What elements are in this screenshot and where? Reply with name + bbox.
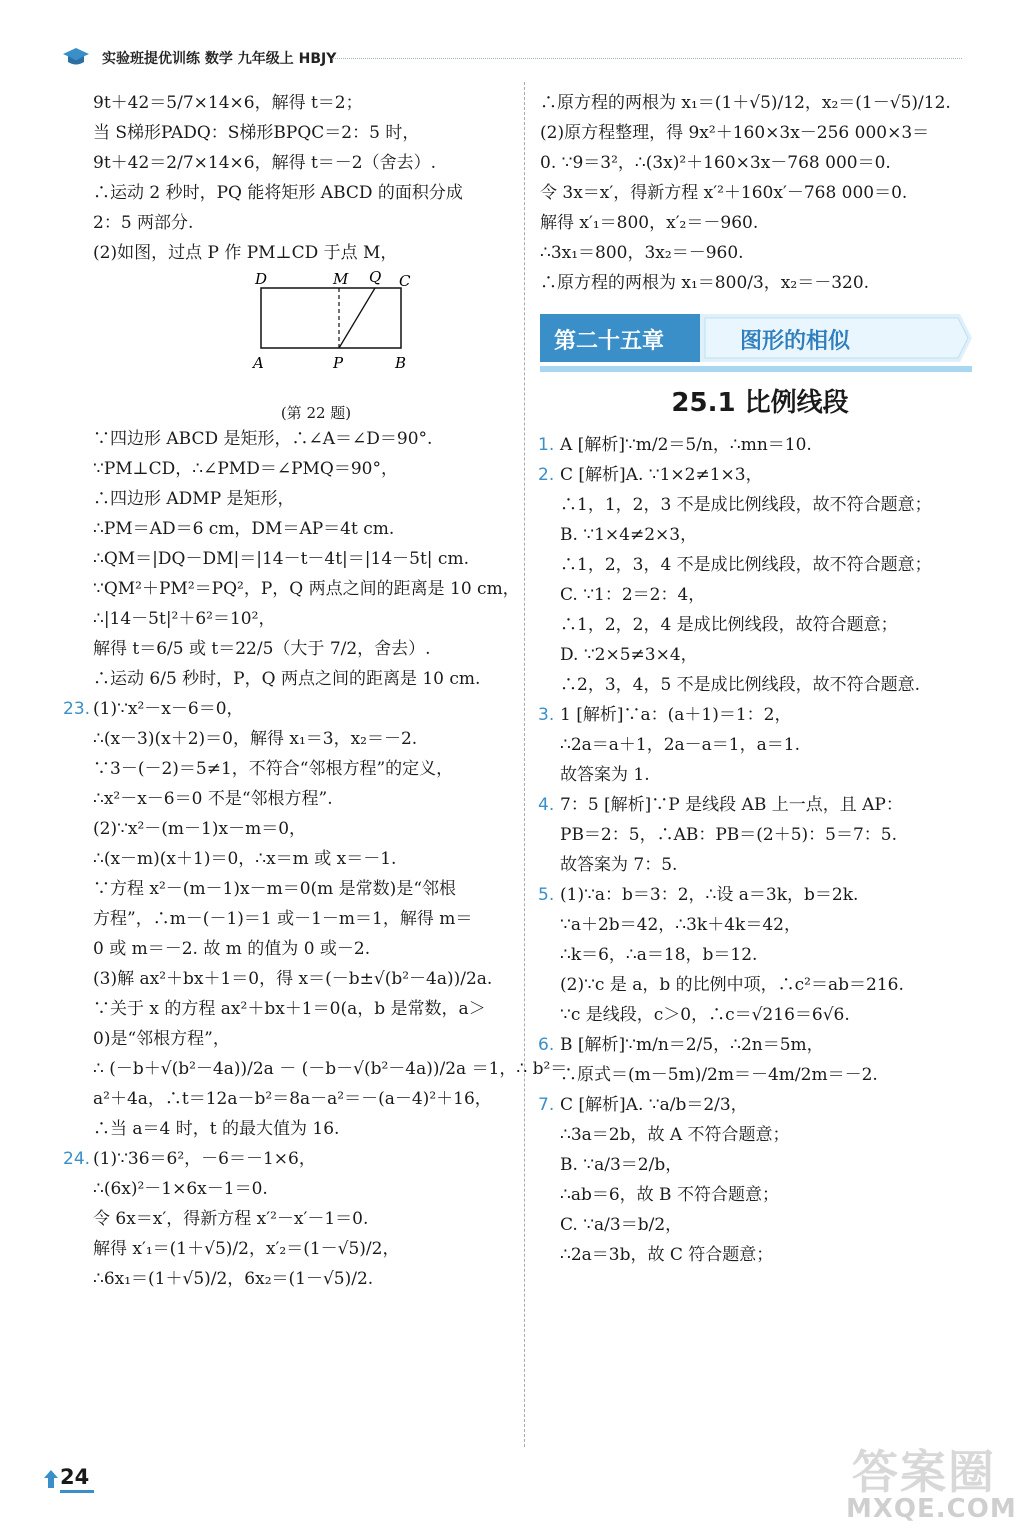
q23-line — [93, 874, 518, 904]
q23-line — [93, 814, 518, 844]
line-text: C. ∵1：2＝2：4， — [560, 585, 706, 605]
q24-line — [93, 1234, 518, 1264]
line-text: (1)∵x²－x－6＝0， — [93, 699, 244, 719]
line-text: D. ∵2×5≠3×4， — [560, 645, 698, 665]
label-D: D — [255, 270, 268, 288]
answers-line — [540, 550, 980, 580]
line-text: ∴QM＝|DQ－DM|＝|14－t－4t|＝|14－5t| cm. — [93, 549, 469, 569]
answers-line — [540, 1180, 980, 1210]
answers-line — [540, 430, 980, 460]
answers-line — [540, 730, 980, 760]
q23-line — [63, 694, 518, 724]
right-line — [540, 88, 980, 118]
line-text: ∵c 是线段，c＞0，∴c＝√216＝6√6. — [560, 1005, 850, 1025]
line-text: (2)如图，过点 P 作 PM⊥CD 于点 M， — [93, 243, 398, 263]
chapter-number: 第二十五章 — [554, 329, 665, 354]
answers-line — [540, 790, 980, 820]
label-A: A — [253, 354, 264, 372]
figure-caption: (第 22 题) — [280, 404, 352, 422]
header-title: 实验班提优训练 数学 九年级上 HBJY — [102, 51, 337, 67]
left-line — [93, 148, 518, 178]
answers-line — [540, 940, 980, 970]
answers-line — [540, 610, 980, 640]
column-divider — [524, 82, 525, 1447]
question-number: 6. — [538, 1035, 555, 1055]
chapter-title: 图形的相似 — [740, 329, 851, 354]
answers-line — [540, 1120, 980, 1150]
line-text: ∵四边形 ABCD 是矩形，∴∠A＝∠D＝90°. — [93, 429, 433, 449]
label-B: B — [395, 354, 407, 372]
left2-line — [93, 424, 518, 454]
right-column — [540, 88, 980, 1270]
line-text: ∴3a＝2b，故 A 不符合题意； — [560, 1125, 790, 1145]
question-number: 2. — [538, 465, 555, 485]
line-text: 9t＋42＝5/7×14×6，解得 t＝2； — [93, 93, 363, 113]
line-text: ∵a＋2b＝42，∴3k＋4k＝42， — [560, 915, 801, 935]
page-number: 24 — [60, 1465, 90, 1489]
answers-line — [540, 670, 980, 700]
q23-line — [93, 1054, 568, 1084]
line-text: C [解析]A. ∵1×2≠1×3， — [560, 465, 763, 485]
line-text: 0)是“邻根方程”， — [93, 1029, 230, 1049]
answers-line — [540, 1210, 980, 1240]
right-line — [540, 268, 980, 298]
q23-line — [93, 1024, 518, 1054]
left2-line — [93, 514, 518, 544]
watermark-bottom: MXQE.COM — [846, 1494, 1017, 1524]
chapter-banner-graphic — [540, 310, 972, 374]
page-header — [62, 46, 962, 68]
line-text: ∴ab＝6，故 B 不符合题意； — [560, 1185, 779, 1205]
left-column — [63, 88, 568, 1294]
question-number: 4. — [538, 795, 555, 815]
figure-diagram — [221, 270, 411, 380]
answers-line — [540, 700, 980, 730]
answers-line — [540, 520, 980, 550]
line-text: 令 3x＝x′，得新方程 x′²＋160x′－768 000＝0. — [540, 183, 908, 203]
line-text: (1)∵36＝6²，－6＝－1×6， — [93, 1149, 316, 1169]
answers-line — [540, 1090, 980, 1120]
left-line — [93, 88, 518, 118]
line-text: ∵PM⊥CD，∴∠PMD＝∠PMQ＝90°， — [93, 459, 398, 479]
line-text: B. ∵1×4≠2×3， — [560, 525, 698, 545]
line-text: ∴运动 2 秒时，PQ 能将矩形 ABCD 的面积分成 — [93, 183, 463, 203]
q23-line — [93, 754, 518, 784]
question-number: 24. — [63, 1149, 91, 1169]
answers-line — [540, 580, 980, 610]
line-text: 当 S梯形PADQ：S梯形BPQC＝2：5 时， — [93, 123, 420, 143]
line-text: ∴原方程的两根为 x₁＝(1＋√5)/12，x₂＝(1－√5)/12. — [540, 93, 951, 113]
answers-line — [540, 640, 980, 670]
question-number: 7. — [538, 1095, 555, 1115]
q24-line — [63, 1144, 518, 1174]
line-text: (2)∵x²－(m－1)x－m＝0， — [93, 819, 307, 839]
line-text: ∴(x－m)(x＋1)＝0，∴x＝m 或 x＝－1. — [93, 849, 397, 869]
line-text: C. ∵a/3＝b/2， — [560, 1215, 683, 1235]
answers-line — [540, 490, 980, 520]
q24-line — [93, 1174, 518, 1204]
line-text: 解得 t＝6/5 或 t＝22/5（大于 7/2，舍去）. — [93, 639, 431, 659]
page-number-underline — [60, 1490, 94, 1493]
q23-line — [93, 964, 518, 994]
question-number: 23. — [63, 699, 91, 719]
line-text: (2)原方程整理，得 9x²＋160×3x－256 000×3＝ — [540, 123, 930, 143]
left-line — [93, 208, 518, 238]
line-text: (3)解 ax²＋bx＋1＝0，得 x＝(－b±√(b²－4a))/2a. — [93, 969, 493, 989]
answers-line — [540, 1240, 980, 1270]
left2-line — [93, 484, 518, 514]
line-text: ∴k＝6，∴a＝18，b＝12. — [560, 945, 758, 965]
question-number: 1. — [538, 435, 555, 455]
line-text: B. ∵a/3＝2/b， — [560, 1155, 683, 1175]
left2-line — [93, 664, 518, 694]
answers-line — [540, 760, 980, 790]
answers-line — [540, 1150, 980, 1180]
line-text: 0 或 m＝－2. 故 m 的值为 0 或－2. — [93, 939, 371, 959]
answers-line — [540, 880, 980, 910]
line-text: (1)∵a：b＝3：2，∴设 a＝3k，b＝2k. — [560, 885, 859, 905]
line-text: 0. ∵9＝3²，∴(3x)²＋160×3x－768 000＝0. — [540, 153, 891, 173]
line-text: ∴x²－x－6＝0 不是“邻根方程”. — [93, 789, 333, 809]
line-text: ∵方程 x²－(m－1)x－m＝0(m 是常数)是“邻根 — [93, 879, 457, 899]
answers-line — [540, 460, 980, 490]
right-line — [540, 238, 980, 268]
answers-line — [540, 1060, 980, 1090]
label-Q: Q — [369, 270, 382, 286]
q23-line — [93, 904, 518, 934]
line-text: (2)∵c 是 a，b 的比例中项，∴c²＝ab＝216. — [560, 975, 904, 995]
line-text: ∴2，3，4，5 不是成比例线段，故不符合题意. — [560, 675, 921, 695]
answers-line — [540, 820, 980, 850]
arrow-up-icon — [44, 1470, 58, 1488]
line-text: ∴(6x)²－1×6x－1＝0. — [93, 1179, 268, 1199]
answers-line — [540, 910, 980, 940]
line-text: ∴四边形 ADMP 是矩形， — [93, 489, 295, 509]
q23-line — [93, 724, 518, 754]
line-text: 7：5 [解析]∵P 是线段 AB 上一点，且 AP： — [560, 795, 903, 815]
line-text: C [解析]A. ∵a/b＝2/3， — [560, 1095, 748, 1115]
left-line — [93, 178, 518, 208]
header-rule — [332, 58, 962, 59]
q23-line — [93, 784, 518, 814]
graduation-cap-icon — [62, 46, 90, 68]
line-text: ∵关于 x 的方程 ax²＋bx＋1＝0(a，b 是常数，a＞ — [93, 999, 486, 1019]
line-text: ∴2a＝3b，故 C 符合题意； — [560, 1245, 774, 1265]
answers-line — [540, 970, 980, 1000]
question-number: 5. — [538, 885, 555, 905]
line-text: ∴1，1，2，3 不是成比例线段，故不符合题意； — [560, 495, 932, 515]
line-text: 2：5 两部分. — [93, 213, 194, 233]
line-text: ∴运动 6/5 秒时，P，Q 两点之间的距离是 10 cm. — [93, 669, 481, 689]
left-line — [93, 238, 518, 268]
line-text: ∴6x₁＝(1＋√5)/2，6x₂＝(1－√5)/2. — [93, 1269, 374, 1289]
line-text: ∵QM²＋PM²＝PQ²，P，Q 两点之间的距离是 10 cm， — [93, 579, 520, 599]
q23-line — [93, 994, 518, 1024]
line-text: a²＋4a，∴t＝12a－b²＝8a－a²＝－(a－4)²＋16， — [93, 1089, 492, 1109]
line-text: ∴当 a＝4 时，t 的最大值为 16. — [93, 1119, 340, 1139]
right-line — [540, 208, 980, 238]
q24-line — [93, 1264, 518, 1294]
line-text: 令 6x＝x′，得新方程 x′²－x′－1＝0. — [93, 1209, 369, 1229]
line-text: ∴1，2，3，4 不是成比例线段，故不符合题意； — [560, 555, 932, 575]
right-line — [540, 178, 980, 208]
rectangle-figure — [221, 270, 411, 400]
label-M: M — [333, 270, 349, 288]
line-text: 解得 x′₁＝(1＋√5)/2，x′₂＝(1－√5)/2， — [93, 1239, 400, 1259]
chapter-banner — [540, 310, 972, 374]
line-text: A [解析]∵m/2＝5/n，∴mn＝10. — [560, 435, 812, 455]
label-C: C — [399, 272, 411, 290]
line-text: 解得 x′₁＝800，x′₂＝－960. — [540, 213, 759, 233]
q24-line — [93, 1204, 518, 1234]
left2-line — [93, 574, 518, 604]
section-title: 25.1 比例线段 — [671, 388, 849, 418]
line-text: ∴1，2，2，4 是成比例线段，故符合题意； — [560, 615, 898, 635]
line-text: ∴PM＝AD＝6 cm，DM＝AP＝4t cm. — [93, 519, 395, 539]
left-line — [93, 118, 518, 148]
line-text: PB＝2：5，∴AB：PB＝(2＋5)：5＝7：5. — [560, 825, 898, 845]
line-text: 故答案为 1. — [560, 765, 650, 785]
right-line — [540, 148, 980, 178]
q23-line — [93, 1084, 518, 1114]
line-text: ∴2a＝a＋1，2a－a＝1，a＝1. — [560, 735, 800, 755]
line-text: ∴原式＝(m－5m)/2m＝－4m/2m＝－2. — [560, 1065, 878, 1085]
left2-line — [93, 604, 518, 634]
q23-line — [93, 844, 518, 874]
label-P: P — [333, 354, 344, 372]
answers-line — [540, 1030, 980, 1060]
line-text: 1 [解析]∵a：(a＋1)＝1：2， — [560, 705, 792, 725]
q23-line — [93, 934, 518, 964]
line-text: B [解析]∵m/n＝2/5，∴2n＝5m， — [560, 1035, 824, 1055]
left2-line — [93, 454, 518, 484]
left2-line — [93, 634, 518, 664]
line-text: ∴|14－5t|²＋6²＝10²， — [93, 609, 276, 629]
line-text: ∴(x－3)(x＋2)＝0，解得 x₁＝3，x₂＝－2. — [93, 729, 418, 749]
line-text: 9t＋42＝2/7×14×6，解得 t＝－2（舍去）. — [93, 153, 437, 173]
left2-line — [93, 544, 518, 574]
watermark — [842, 1436, 1017, 1528]
answers-line — [540, 850, 980, 880]
question-number: 3. — [538, 705, 555, 725]
answers-line — [540, 1000, 980, 1030]
right-line — [540, 118, 980, 148]
line-text: ∴3x₁＝800，3x₂＝－960. — [540, 243, 744, 263]
line-text: ∵3－(－2)＝5≠1，不符合“邻根方程”的定义， — [93, 759, 454, 779]
watermark-top: 答案圈 — [852, 1445, 996, 1499]
line-text: ∴原方程的两根为 x₁＝800/3，x₂＝－320. — [540, 273, 870, 293]
line-text: ∴ (－b＋√(b²－4a))/2a － (－b－√(b²－4a))/2a ＝1，∴ b²＝ — [93, 1059, 568, 1079]
line-text: 方程”，∴m－(－1)＝1 或－1－m＝1，解得 m＝ — [93, 909, 473, 929]
q23-line — [93, 1114, 518, 1144]
line-text: 故答案为 7：5. — [560, 855, 678, 875]
